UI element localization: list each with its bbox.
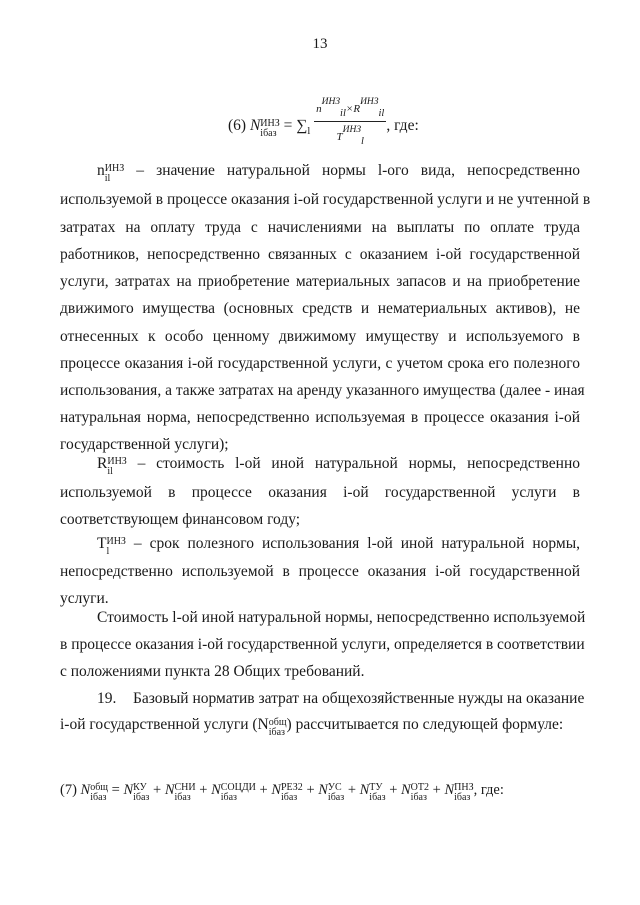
para-19-number: 19. xyxy=(97,690,117,707)
def-n-line-1: n ИНЗ il – значение натуральной нормы l-ого вида, непосредственно xyxy=(97,162,581,184)
def-r-line-3: соответствующем финансовом году; xyxy=(60,511,301,528)
page-number: 13 xyxy=(312,36,328,52)
para-cost-line-3: с положениями пункта 28 Общих требований. xyxy=(60,663,365,680)
symbol-r: R ИНЗ il xyxy=(97,455,127,477)
formula-6-fraction: $\frac{\text{nИНЗil×RИНЗil}}{\text{TИНЗl}}$ xyxy=(316,97,385,147)
def-n-line-9: использования, а также затратах на аренду указанного имущества (далее - иная xyxy=(60,382,585,399)
symbol-t: T ИНЗ l xyxy=(97,535,126,557)
para-cost-line-2: в процессе оказания i-ой государственной услуги, определяется в соответствии xyxy=(60,636,585,653)
def-r-line-1: R ИНЗ il – стоимость l-ой иной натуральной нормы, непосредственно xyxy=(97,455,580,477)
def-n-line-3: затратах на оплату труда с начислениями на выплаты по оплате труда xyxy=(60,219,580,236)
def-n-line-6: движимого имущества (основных средств и нематериальных активов), не xyxy=(60,300,580,317)
symbol-n-obsch: N общ iбаз xyxy=(257,716,287,738)
para-cost-line-1: Стоимость l-ой иной натуральной нормы, непосредственно используемой xyxy=(97,609,586,626)
formula-6: (6) N ИНЗ iбаз = $\sum_l$ $\frac{\text{nИНЗil×RИНЗil}}{\text{TИНЗl}}$ , где: xyxy=(228,97,419,147)
def-n-line-11: государственной услуги); xyxy=(60,436,229,453)
def-n-line-8: процессе оказания i-ой государственной услуги, с учетом срока его полезного xyxy=(60,355,580,372)
def-t-line-2: непосредственно используемой в процессе оказания i-ой государственной xyxy=(60,563,580,580)
def-n-line-5: услуги, затратах на приобретение материальных запасов и на приобретение xyxy=(60,273,580,290)
def-n-line-7: отнесенных к особо ценному движимому имуществу и используемого в xyxy=(60,328,580,345)
para-19-line-2: i-ой государственной услуги (N общ iбаз ) рассчитывается по следующей формуле: xyxy=(60,716,564,738)
def-n-line-2: используемой в процессе оказания i-ой государственной услуги и не учтенной в xyxy=(60,191,591,208)
def-t-line-3: услуги. xyxy=(60,590,109,607)
formula-7: (7) N общ iбаз = N КУ iбаз + N СНИ iбаз + N СОЦДИ iбаз + N РЕЗ2 iбаз + N УС iбаз + N ТУ iбаз + N ОТ2 iбаз + N ПНЗ iбаз , где: xyxy=(60,782,504,803)
def-t-line-1: T ИНЗ l – срок полезного использования l-ой иной натуральной нормы, xyxy=(97,535,580,557)
symbol-n: n ИНЗ il xyxy=(97,162,125,184)
para-19-line-1: 19. Базовый норматив затрат на общехозяйственные нужды на оказание xyxy=(97,690,585,707)
def-n-line-10: натуральная норма, непосредственно используемая в процессе оказания i-ой xyxy=(60,409,580,426)
def-r-line-2: используемой в процессе оказания i-ой государственной услуги в xyxy=(60,484,580,501)
def-n-line-4: работников, непосредственно связанных с оказанием i-ой государственной xyxy=(60,246,580,263)
